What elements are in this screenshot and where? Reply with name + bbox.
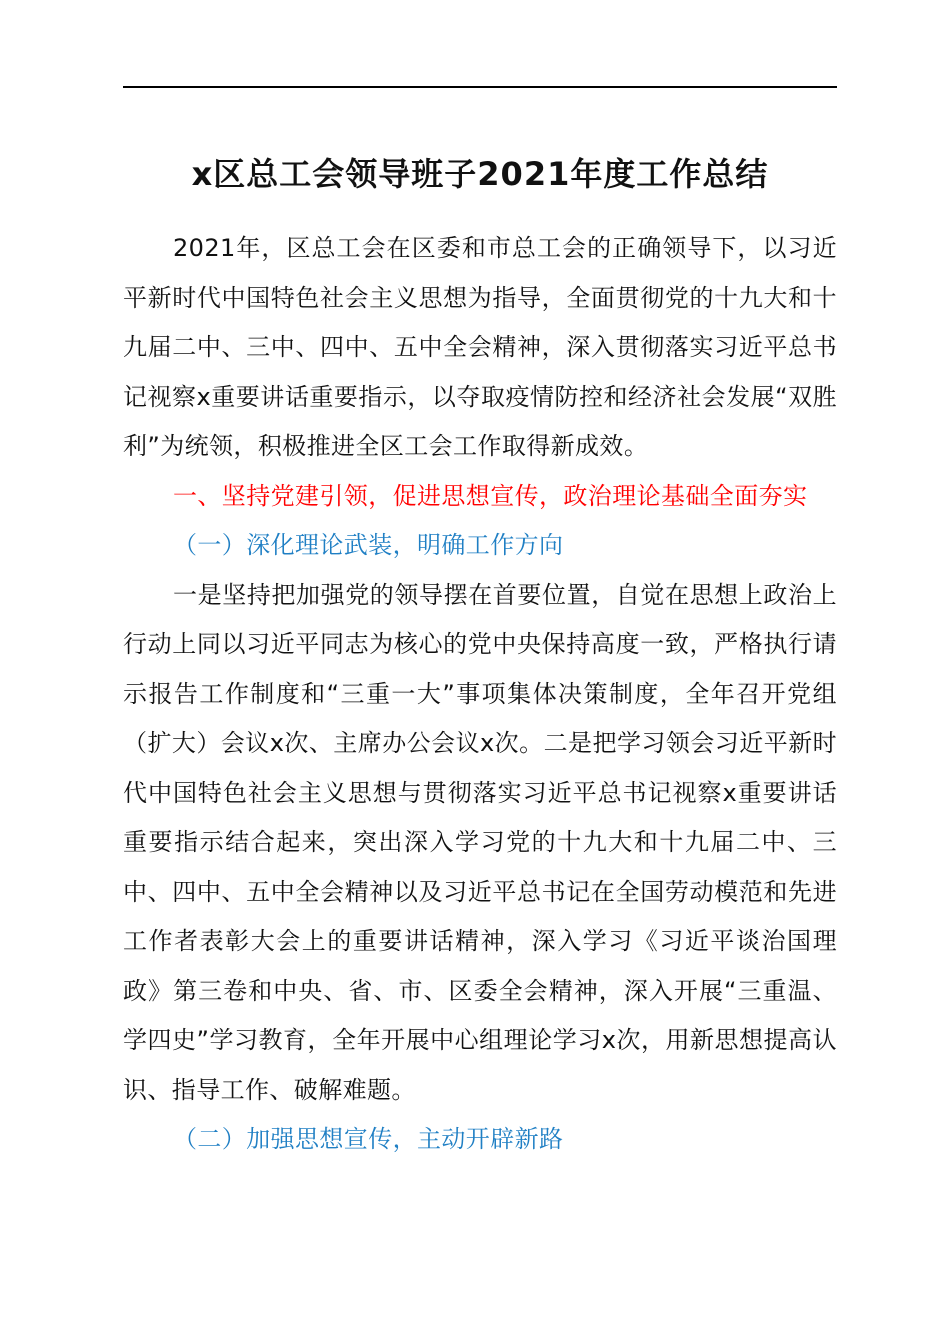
document-body	[123, 224, 837, 1165]
header-rule	[123, 86, 837, 88]
document-title: x区总工会领导班子2021年度工作总结	[191, 155, 769, 193]
intro-paragraph: 2021年，区总工会在区委和市总工会的正确领导下，以习近平新时代中国特色社会主义思想为指导，全面贯彻党的十九大和十九届二中、三中、四中、五中全会精神，深入贯彻落实习近平总书记视察x重要讲话重要指示，以夺取疫情防控和经济社会发展“双胜利”为统领，积极推进全区工会工作取得新成效。	[123, 234, 837, 460]
subsection-1-heading: （一）深化理论武装，明确工作方向	[173, 531, 564, 559]
section-1-heading: 一、坚持党建引领，促进思想宣传，政治理论基础全面夯实	[173, 481, 808, 510]
subsection-2-heading: （二）加强思想宣传，主动开辟新路	[173, 1125, 564, 1153]
subsection-1-paragraph: 一是坚持把加强党的领导摆在首要位置，自觉在思想上政治上行动上同以习近平同志为核心的党中央保持高度一致，严格执行请示报告工作制度和“三重一大”事项集体决策制度，全年召开党组（扩大）会议x次、主席办公会议x次。二是把学习领会习近平新时代中国特色社会主义思想与贯彻落实习近平总书记视察x重要讲话重要指示结合起来，突出深入学习党的十九大和十九届二中、三中、四中、五中全会精神以及习近平总书记在全国劳动模范和先进工作者表彰大会上的重要讲话精神，深入学习《习近平谈治国理政》第三卷和中央、省、市、区委全会精神，深入开展“三重温、学四史”学习教育，全年开展中心组理论学习x次，用新思想提高认识、指导工作、破解难题。	[123, 580, 837, 1104]
